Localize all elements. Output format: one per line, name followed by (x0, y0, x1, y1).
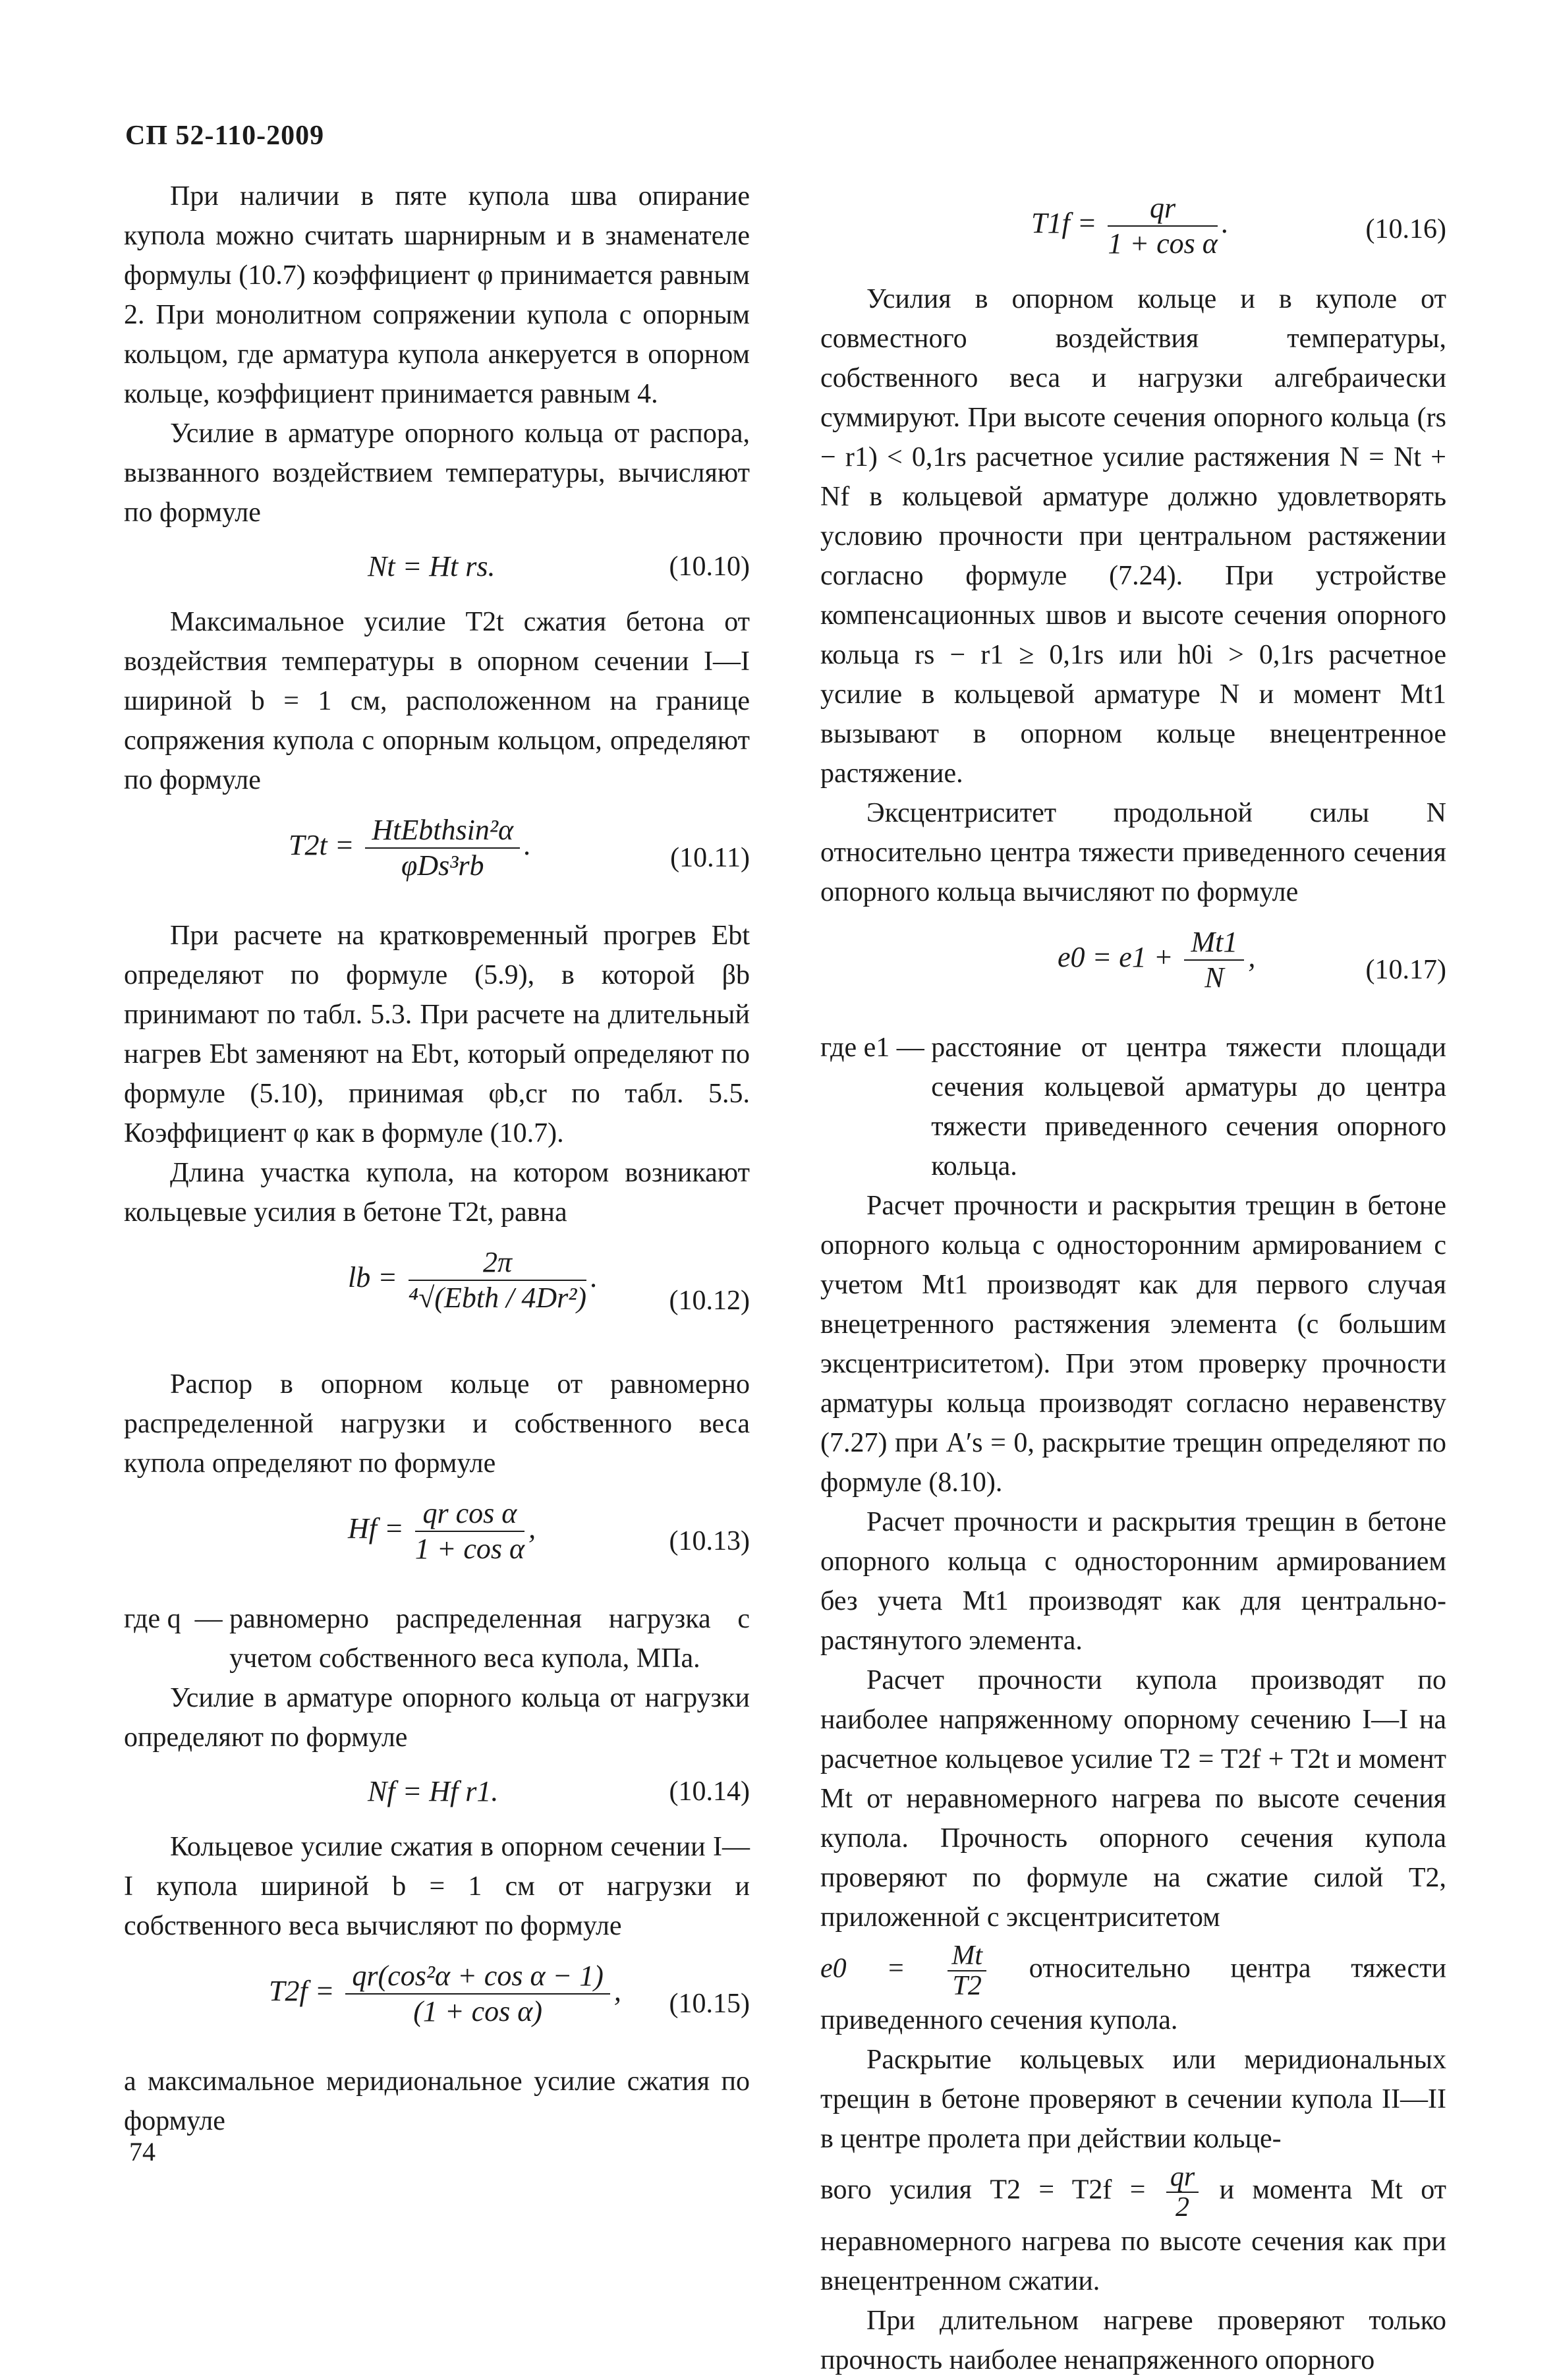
document-code: СП 52-110-2009 (125, 121, 325, 151)
denominator: N (1204, 961, 1224, 994)
left-column (124, 177, 750, 2141)
inline-fraction (1166, 2163, 1199, 2222)
equation-10-16 (820, 191, 1446, 270)
paragraph: Усилие в арматуре опорного кольца от распора, вызванного воздействием температуры, вычисляют по формуле (124, 418, 750, 528)
where-body: расстояние от центра тяжести площади сечения кольцевой арматуры до центра тяжести приведенного сечения опорного кольца. (931, 1033, 1446, 1181)
fraction (1108, 191, 1217, 261)
paragraph: Расчет прочности и раскрытия трещин в бетоне опорного кольца с односторонним армированием с учетом Mt1 производят как для первого случая внецетренного растяжения элемента (с большим эксцентриситетом). При этом проверку прочности арматуры кольца производят согласно неравенству (7.27) при A′s = 0, раскрытие трещин определяют по формуле (8.10). (820, 1191, 1446, 1498)
formula: e0 = e1 + $\frac{Mt1}{N}$ , (1058, 926, 1256, 994)
paragraph: Эксцентриситет продольной силы N относительно центра тяжести приведенного сечения опорного кольца вычисляют по формуле (820, 798, 1446, 907)
equation-number: (10.12) (669, 1286, 750, 1316)
denominator: 2 (1175, 2192, 1189, 2223)
denominator: 1 + cos α (1108, 227, 1218, 260)
numerator: HtEbthsin²α (365, 813, 520, 849)
paragraph: а максимальное меридиональное усилие сжатия по формуле (124, 2066, 750, 2136)
equation-10-11 (124, 808, 750, 907)
where-lead: где e1 — (820, 1033, 932, 1063)
where-clause (124, 1599, 750, 1678)
equation-number: (10.16) (1365, 214, 1446, 244)
numerator: 2π (409, 1245, 586, 1281)
equation-number: (10.13) (669, 1526, 750, 1556)
paragraph: Распор в опорном кольце от равномерно распределенной нагрузки и собственного веса купола определяют по формуле (124, 1369, 750, 1479)
formula-lhs: T1f = (1031, 207, 1097, 240)
denominator: 1 + cos α (414, 1533, 525, 1565)
equation-10-17 (820, 920, 1446, 1019)
formula: T1f = $\frac{qr}{\text{1 + cos α}}$ . (1031, 192, 1229, 260)
numerator: qr (1166, 2163, 1199, 2193)
fraction (1184, 925, 1244, 995)
numerator: qr(cos²α + cos α − 1) (345, 1959, 610, 1995)
equation-number: (10.14) (669, 1776, 750, 1807)
text: относительно центра тяжести приведенного сечения купола. (820, 1953, 1447, 2035)
equation-number: (10.17) (1365, 955, 1446, 985)
equation-number: (10.10) (669, 552, 750, 582)
formula: Hf = $\frac{\text{qr cos α}}{\text{1 + cos α}}$ , (348, 1497, 536, 1565)
denominator: φDs³rb (401, 849, 484, 882)
where-body: равномерно распределенная нагрузка с учетом собственного веса купола, МПа. (229, 1604, 750, 1674)
formula: lb = $\frac{2\pi}{\text{⁴√(Ebth / 4Dr²)}}$ . (348, 1246, 598, 1314)
formula-lhs: Hf = (348, 1512, 404, 1545)
right-column (820, 191, 1446, 2380)
fraction (409, 1245, 586, 1315)
formula-lhs: lb = (348, 1261, 397, 1294)
paragraph: Расчет прочности и раскрытия трещин в бетоне опорного кольца с односторонним армированием без учета Mt1 производят как для центрально-растянутого элемента. (820, 1507, 1446, 1656)
paragraph: Кольцевое усилие сжатия в опорном сечении I—I купола шириной b = 1 см от нагрузки и собственного веса вычисляют по формуле (124, 1832, 750, 1941)
fraction (365, 813, 520, 883)
equation-10-13 (124, 1491, 750, 1590)
fraction (415, 1496, 524, 1566)
inline-formula-lhs: вого усилия T2 = T2f = (820, 2174, 1146, 2205)
inline-fraction (948, 1941, 986, 2000)
paragraph: Длина участка купола, на котором возникают кольцевые усилия в бетоне T2t, равна (124, 1158, 750, 1228)
paragraph: Усилие в арматуре опорного кольца от нагрузки определяют по формуле (124, 1683, 750, 1753)
text: и момента Mt от неравномерного нагрева по высоте сечения как при внецентренном сжатии. (820, 2174, 1447, 2296)
paragraph-with-inline-fraction (820, 1941, 1446, 2040)
inline-formula-lhs: e0 = (820, 1953, 905, 1984)
denominator: (1 + cos α) (413, 1995, 543, 2027)
paragraph: При расчете на кратковременный прогрев Ebt определяют по формуле (5.9), в которой βb принимают по табл. 5.3. При расчете на длительный нагрев Ebt заменяют на Ebτ, который определяют по формуле (5.10), принимая φb,cr по табл. 5.5. Коэффициент φ как в формуле (10.7). (124, 921, 750, 1148)
paragraph: Расчет прочности купола производят по наиболее напряженному опорному сечению I—I на расчетное кольцевое усилие T2 = T2f + T2t и момент Mt от неравномерного нагрева по высоте сечения купола. Прочность опорного сечения купола проверяют по формуле на сжатие силой T2, приложенной с эксцентриситетом (820, 1665, 1446, 1933)
equation-10-14 (124, 1765, 750, 1818)
denominator: ⁴√(Ebth / 4Dr²) (408, 1282, 587, 1314)
where-lead: где q — (124, 1604, 230, 1634)
equation-10-12 (124, 1240, 750, 1355)
where-clause (820, 1028, 1446, 1186)
fraction (345, 1959, 610, 2029)
paragraph: При длительном нагреве проверяют только прочность наиболее ненапряженного опорного (820, 2306, 1446, 2375)
equation-number: (10.15) (669, 1989, 750, 2019)
formula-lhs: T2f = (269, 1975, 335, 2008)
paragraph: Раскрытие кольцевых или меридиональных трещин в бетоне проверяют в сечении купола II—II в центре пролета при действии кольце- (820, 2045, 1446, 2154)
formula-lhs: e0 = e1 + (1058, 941, 1174, 974)
paragraph: Максимальное усилие T2t сжатия бетона от воздействия температуры в опорном сечении I—I шириной b = 1 см, расположенном на границе сопряжения купола с опорным кольцом, определяют по формуле (124, 607, 750, 795)
numerator: Mt (948, 1941, 986, 1971)
formula: Nf = Hf r1. (368, 1775, 499, 1807)
numerator: Mt1 (1184, 925, 1244, 961)
numerator: qr cos α (415, 1496, 524, 1532)
paragraph: При наличии в пяте купола шва опирание купола можно считать шарнирным и в знаменателе формулы (10.7) коэффициент φ принимается равным 2. При монолитном сопряжении купола с опорным кольцом, где арматура купола анкеруется в опорном кольце, коэффициент принимается равным 4. (124, 181, 750, 409)
equation-10-10 (124, 540, 750, 593)
paragraph: Усилия в опорном кольце и в куполе от совместного воздействия температуры, собственного веса и нагрузки алгебраически суммируют. При высоте сечения опорного кольца (rs − r1) < 0,1rs расчетное усилие растяжения N = Nt + Nf в кольцевой арматуре должно удовлетворять условию прочности при центральном растяжении согласно формуле (7.24). При устройстве компенсационных швов и высоте сечения опорного кольца rs − r1 ≥ 0,1rs или h0i > 0,1rs расчетное усилие в кольцевой арматуре N и момент Mt1 вызывают в опорном кольце внецентренное растяжение. (820, 284, 1446, 789)
formula-lhs: T2t = (289, 829, 354, 862)
formula: Nt = Ht rs. (368, 550, 495, 582)
formula: T2t = $\frac{\text{HtEbthsin²α}}{\text{φDs³rb}}$ . (289, 814, 532, 882)
formula: T2f = $\frac{\text{qr(cos²α + cos α − 1)}}{\text{(1 + cos α)}}$ , (269, 1960, 621, 2027)
equation-number: (10.11) (670, 843, 750, 873)
equation-10-15 (124, 1954, 750, 2053)
paragraph-with-inline-fraction (820, 2163, 1446, 2301)
numerator: qr (1108, 191, 1217, 227)
page-number: 74 (129, 2137, 156, 2167)
denominator: T2 (952, 1971, 982, 2001)
